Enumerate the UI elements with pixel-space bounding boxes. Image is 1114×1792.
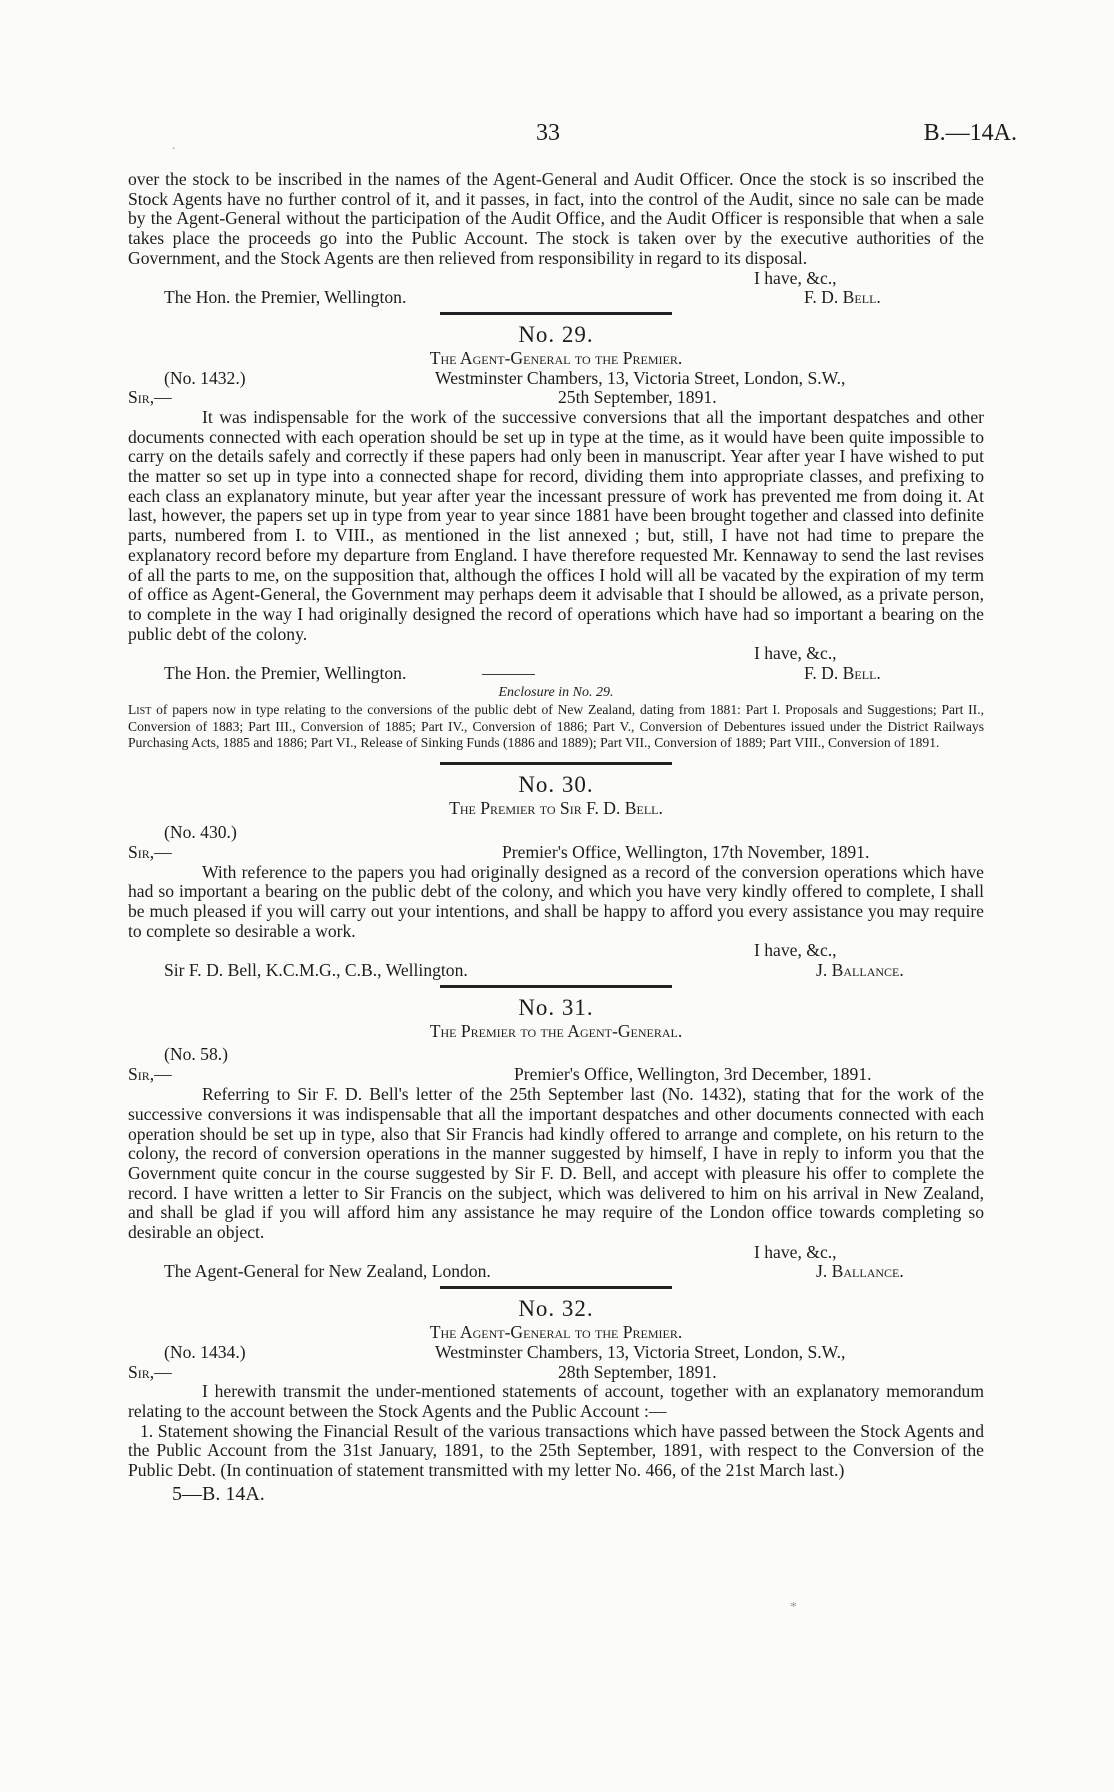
signature: J. Ballance. [816, 960, 904, 981]
letter-heading: The Premier to Sir F. D. Bell. [449, 798, 663, 819]
sender-address: Westminster Chambers, 13, Victoria Street, London, S.W., [435, 367, 846, 388]
intro-section [128, 170, 984, 315]
letter-heading: The Agent-General to the Premier. [429, 1322, 683, 1343]
closing-phrase: I have, &c., [754, 940, 837, 961]
closing-phrase: I have, &c., [754, 1241, 837, 1262]
salutation: Sir,— [128, 841, 172, 862]
letter-reference: (No. 430.) [164, 821, 237, 842]
intro-paragraph: over the stock to be inscribed in the names of the Agent-General and Audit Officer. Once the stock is so inscribed the Stock Agents have no further control of it, and it passes, in fact, into the control of the Audit, since no sale can be made by the Agent-General without the participation of the Audit Office, and the Audit Officer is responsible that when a sale takes place the proceeds go into the Public Account. The stock is taken over by the executive authorities of the Government, and the Stock Agents are then relieved from responsibility in regard to its disposal. [128, 169, 984, 268]
letter-paragraph: I herewith transmit the under-mentioned statements of account, together with an explanatory memorandum relating to the account between the Stock Agents and the Public Account :— [128, 1381, 984, 1421]
letter-reference: (No. 1432.) [164, 367, 246, 388]
page-header [0, 120, 1114, 154]
letter-paragraph: It was indispensable for the work of the successive conversions that all the important despatches and other documents connected with each operation should be set up in type at the time, as it would have been quite impossible to carry on the details safely and correctly if these papers had only been in manuscript. Year after year I have wished to put the matter so set up in type into a connected shape for record, dividing them into appropriate classes, and prefixing to each class an explanatory minute, but year after year the incessant pressure of work has prevented me from doing it. At last, however, the papers set up in type from year to year since 1881 have been brought together and classed into definite parts, numbered from I. to VIII., as mentioned in the list annexed ; but, still, I have not had time to prepare the explanatory record before my departure from England. I have therefore requested Mr. Kennaway to send the last revises of all the parts to me, on the supposition that, although the offices I hold will all be vacated by the expiration of my term of office as Agent-General, the Government may perhaps deem it advisable that I should be allowed, as a private person, to complete in the way I had originally designed the record of operations which have had so important a bearing on the public debt of the colony. [128, 406, 984, 644]
statement-item: 1. Statement showing the Financial Result of the various transactions which have passed between the Stock Agents and the Public Account from the 31st January, 1891, to the 25th September, 1891, with respect to the Conversion of the Public Debt. (In continuation of statement transmitted with my letter No. 466, of the 21st March last.) [128, 1420, 984, 1481]
scan-speck: . [172, 138, 176, 153]
letter-reference: (No. 58.) [164, 1044, 229, 1065]
section-rule [440, 985, 672, 988]
document-number: No. 29. [518, 321, 594, 347]
enclosure-title: Enclosure in No. 29. [498, 684, 614, 700]
letter-paragraph: With reference to the papers you had originally designed as a record of the conversion operations which have had so important a bearing on the public debt of the colony, and which you have very kindly offered to complete, I shall be much pleased if you will carry out your intentions, and shall be happy to afford you every assistance you may require to complete so desirable a work. [128, 861, 984, 941]
salutation: Sir,— [128, 1064, 172, 1085]
separator-dash: ——— [482, 663, 535, 684]
letter-32 [128, 1295, 984, 1504]
page-number: 33 [536, 120, 560, 146]
recipient-line: Sir F. D. Bell, K.C.M.G., C.B., Wellington. [164, 960, 468, 981]
letter-date: 25th September, 1891. [558, 387, 717, 408]
enclosure-list: List of papers now in type relating to the conversions of the public debt of New Zealand, dating from 1881: Part I. Proposals and Suggestions; Part II., Conversion of 1883; Part III., Conversion of 1885; Part IV., Conversion of 1886; Part V., Conversion of Debentures issued under the District Railways Purchasing Acts, 1885 and 1886; Part VI., Release of Sinking Funds (1886 and 1889); Part VII., Conversion of 1889; Part VIII., Conversion of 1891. [128, 701, 984, 751]
letter-31 [128, 994, 984, 1289]
letter-heading: The Premier to the Agent-General. [429, 1020, 683, 1041]
letter-29 [128, 321, 984, 765]
recipient-line: The Agent-General for New Zealand, London. [164, 1261, 491, 1282]
letter-reference: (No. 1434.) [164, 1341, 246, 1362]
section-rule [440, 762, 672, 765]
document-number: No. 31. [518, 994, 594, 1020]
sender-address: Westminster Chambers, 13, Victoria Street, London, S.W., [435, 1341, 846, 1362]
closing-phrase: I have, &c., [754, 643, 837, 664]
letter-paragraph: Referring to Sir F. D. Bell's letter of the 25th September last (No. 1432), stating that for the work of the successive conversions it was indispensable that all the important despatches and other documents connected with each operation should be set up in type, also that Sir Francis had kindly offered to arrange and complete, on his return to the colony, the record of conversion operations in the manner suggested by himself, I have in reply to inform you that the Government quite concur in the course suggested by Sir F. D. Bell, and accept with pleasure his offer to complete the record. I have written a letter to Sir Francis on the subject, which was delivered to him on his arrival in New Zealand, and shall be glad if you will afford him any assistance he may require of the London office towards completing so desirable an object. [128, 1084, 984, 1243]
letter-date-line: Premier's Office, Wellington, 17th November, 1891. [502, 841, 870, 862]
document-number: No. 32. [518, 1296, 594, 1322]
letter-date-line: Premier's Office, Wellington, 3rd December, 1891. [514, 1064, 872, 1085]
recipient-line: The Hon. the Premier, Wellington. [164, 287, 407, 308]
document-body [128, 170, 984, 1504]
salutation: Sir,— [128, 1361, 172, 1382]
letter-heading: The Agent-General to the Premier. [429, 347, 683, 368]
recipient-line: The Hon. the Premier, Wellington. [164, 663, 407, 684]
section-rule [440, 1286, 672, 1289]
signature: J. Ballance. [816, 1261, 904, 1282]
section-rule [440, 312, 672, 315]
salutation: Sir,— [128, 387, 172, 408]
closing-phrase: I have, &c., [754, 267, 837, 288]
signature-mark: 5—B. 14A. [172, 1482, 265, 1505]
letter-30 [128, 771, 984, 988]
letter-date: 28th September, 1891. [558, 1361, 717, 1382]
signature: F. D. Bell. [804, 287, 881, 308]
document-number: No. 30. [518, 772, 594, 798]
scan-speck: * [790, 1600, 797, 1615]
signature: F. D. Bell. [804, 663, 881, 684]
paper-reference: B.—14A. [923, 120, 1017, 146]
